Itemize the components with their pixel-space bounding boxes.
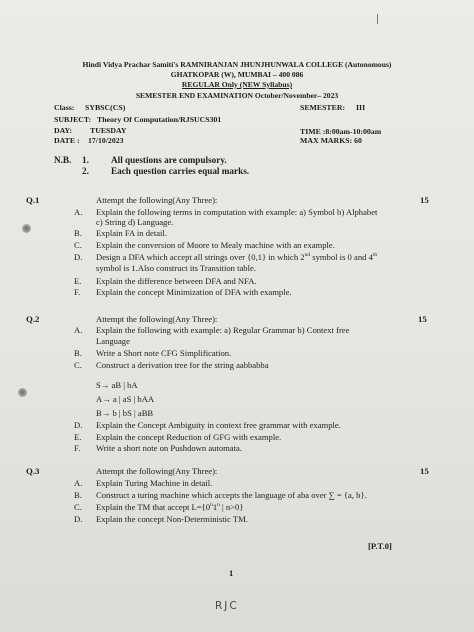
grammar-rule: A→ a | aS | bAA — [96, 394, 155, 404]
question-marks: 15 — [418, 314, 427, 324]
part-letter: F. — [74, 287, 81, 297]
class-label: Class: — [54, 103, 75, 112]
part-text: symbol is 1.Also construct its Transition table. — [96, 263, 256, 273]
part-letter: A. — [74, 325, 83, 335]
part-letter: B. — [74, 228, 82, 238]
grammar-rule: S→ aB | bA — [96, 380, 138, 390]
nb-text: Each question carries equal marks. — [111, 166, 250, 176]
part-text: Explain Turing Machine in detail. — [96, 478, 213, 488]
part-text: Explain the concept Reduction of GFG with example. — [96, 432, 282, 442]
part-letter: B. — [74, 348, 82, 358]
question-marks: 15 — [420, 466, 429, 476]
college-name: Hindi Vidya Prachar Samiti's RAMNIRANJAN JHUNJHUNWALA COLLEGE (Autonomous) — [82, 60, 392, 69]
part-letter: F. — [74, 443, 81, 453]
date-value: 17/10/2023 — [88, 136, 124, 145]
part-text: Explain the conversion of Moore to Mealy machine with an example. — [96, 240, 335, 250]
part-letter: A. — [74, 207, 83, 217]
part-text: Write a short note on Pushdown automata. — [96, 443, 242, 453]
exam-session: SEMESTER END EXAMINATION October/November– 2023 — [135, 91, 339, 100]
part-letter: A. — [74, 478, 83, 488]
day-value: TUESDAY — [90, 126, 127, 135]
part-text: Explain the TM that accept $L=\{0^n1^n$ | n>0} — [96, 502, 244, 512]
nb-num: 2. — [82, 166, 89, 176]
part-text: Construct a turing machine which accepts the language of aba over ∑ = {a, b}. — [96, 490, 367, 500]
question-number: Q.1 — [26, 195, 40, 205]
nb-num: 1. — [82, 155, 89, 165]
part-letter: E. — [74, 276, 82, 286]
college-address: GHATKOPAR (W), MUMBAI – 400 086 — [170, 70, 304, 79]
pto-note: [P.T.0] — [368, 541, 392, 551]
part-text: Write a Short note CFG Simplification. — [96, 348, 232, 358]
class-value: SYBSC(CS) — [85, 103, 126, 112]
part-text: Design a DFA which accept all strings over {0,1} in which 2nd symbol is 0 and 4th — [96, 252, 378, 262]
part-letter: C. — [74, 360, 82, 370]
question-intro: Attempt the following(Any Three): — [96, 314, 218, 324]
nb-text: All questions are compulsory. — [111, 155, 227, 165]
page-number: 1 — [229, 568, 234, 578]
punch-hole — [22, 224, 31, 233]
question-marks: 15 — [420, 195, 429, 205]
handwritten-initials: RJC — [215, 600, 239, 612]
exam-time: TIME :8:00am-10:00am — [300, 127, 382, 136]
semester-label: SEMESTER: — [300, 103, 346, 112]
question-intro: Attempt the following(Any Three): — [96, 466, 218, 476]
exam-type: REGULAR Only (NEW Syllabus) — [181, 80, 293, 89]
part-text: Explain the following terms in computation with example: a) Symbol b) Alphabet — [96, 207, 378, 217]
nb-label: N.B. — [54, 155, 72, 165]
day-label: DAY: — [54, 126, 73, 135]
part-letter: D. — [74, 252, 83, 262]
part-letter: B. — [74, 490, 82, 500]
part-text: Language — [96, 336, 130, 346]
question-intro: Attempt the following(Any Three): — [96, 195, 218, 205]
question-number: Q.2 — [26, 314, 40, 324]
part-text: Explain the difference between DFA and NFA. — [96, 276, 257, 286]
part-letter: C. — [74, 502, 82, 512]
grammar-rule: B→ b | bS | aBB — [96, 408, 154, 418]
punch-hole — [18, 388, 27, 397]
part-text: Construct a derivation tree for the string aabbabba — [96, 360, 269, 370]
part-text: Explain the concept Non-Deterministic TM. — [96, 514, 248, 524]
part-text: Explain the concept Minimization of DFA with example. — [96, 287, 292, 297]
date-label: DATE : — [54, 136, 80, 145]
pen-mark — [377, 14, 378, 24]
subject-value: Theory Of Computation/RJSUCS301 — [97, 115, 222, 124]
part-letter: C. — [74, 240, 82, 250]
part-letter: E. — [74, 432, 82, 442]
part-text: c) String d) Language. — [96, 217, 174, 227]
part-text: Explain the Concept Ambiguity in context free grammar with example. — [96, 420, 341, 430]
question-number: Q.3 — [26, 466, 40, 476]
part-text: Explain FA in detail. — [96, 228, 167, 238]
subject-label: SUBJECT: — [54, 115, 92, 124]
part-text: Explain the following with example: a) Regular Grammar b) Context free — [96, 325, 350, 335]
part-letter: D. — [74, 420, 83, 430]
part-letter: D. — [74, 514, 83, 524]
max-marks: MAX MARKS: 60 — [300, 136, 362, 145]
semester-value: III — [356, 103, 366, 112]
